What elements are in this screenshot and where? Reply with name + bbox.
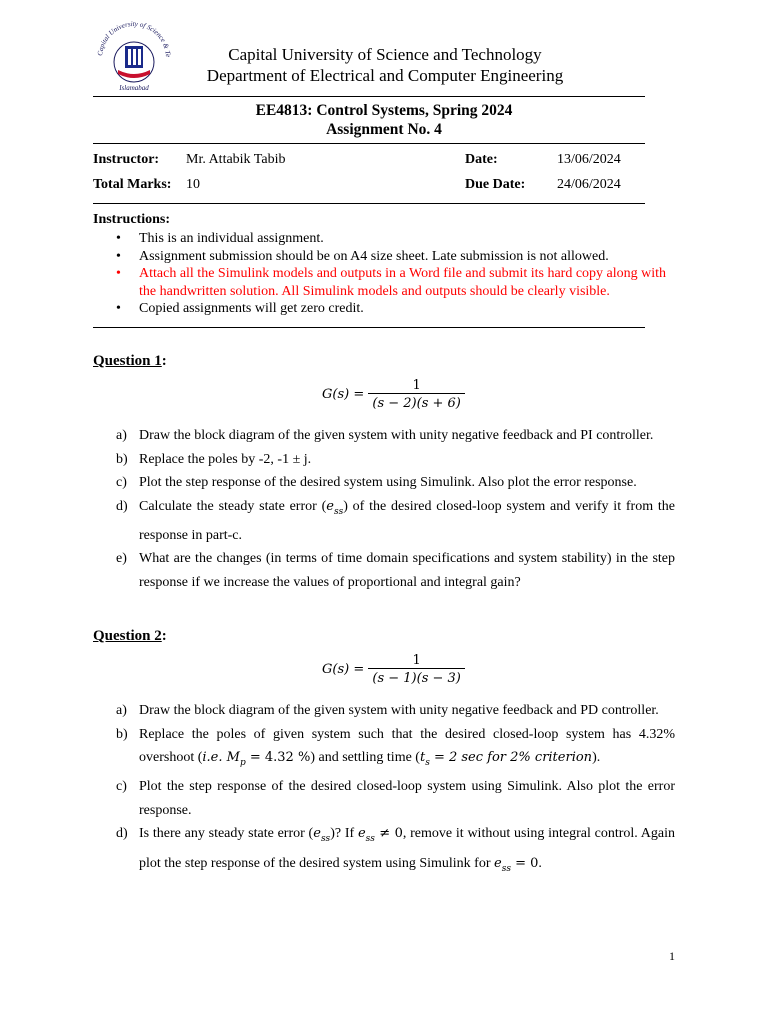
math-sub: ss	[320, 834, 331, 845]
math-mp: i.e. M	[202, 750, 240, 765]
instructor-value: Mr. Attabik Tabib	[186, 152, 286, 167]
divider	[93, 327, 645, 328]
math-e: e	[313, 826, 321, 842]
question-2-colon: :	[161, 628, 167, 644]
part-marker: c)	[116, 779, 127, 795]
part-text: Calculate the steady state error (	[139, 498, 327, 514]
question-part	[93, 547, 675, 594]
course-title: EE4813: Control Systems, Spring 2024	[255, 102, 513, 119]
math-ts: t	[419, 750, 426, 765]
question-1-equation	[322, 378, 465, 411]
equation-lhs: G(s) =	[322, 662, 365, 677]
instructor-label: Instructor:	[93, 152, 160, 167]
instruction-item: • Copied assignments will get zero credit.	[93, 300, 685, 318]
due-date-value: 24/06/2024	[557, 177, 621, 192]
part-marker: c)	[116, 475, 127, 490]
equation-fraction	[368, 378, 465, 411]
question-part	[93, 822, 675, 881]
math-value: = 0	[510, 855, 539, 871]
question-part	[93, 775, 675, 822]
department-name: Department of Electrical and Computer Engineering	[206, 66, 564, 85]
assignment-title: Assignment No. 4	[326, 121, 442, 138]
instruction-item: • Assignment submission should be on A4 size sheet. Late submission is not allowed.	[93, 248, 685, 266]
question-2-equation	[322, 653, 465, 686]
math-value: = 2 sec for 2% criterion	[429, 750, 593, 765]
svg-text:Capital University of Science: Capital University of Science & Te	[96, 19, 173, 58]
question-1-parts	[93, 424, 675, 594]
math-sub: ss	[501, 863, 511, 874]
equation-numerator: 1	[412, 653, 421, 668]
math-e: e	[494, 855, 502, 871]
question-part	[93, 471, 675, 495]
part-marker: e)	[116, 551, 127, 567]
page-number: 1	[669, 949, 675, 963]
question-2-title	[93, 628, 167, 645]
part-marker: b)	[116, 451, 128, 467]
equation-lhs: G(s) =	[322, 387, 365, 402]
math-sub: ss	[333, 506, 344, 517]
part-text: Is there any steady state error (	[139, 826, 314, 842]
part-text: , remove it without using integral control. Again plot the step response of the desired system using Simulink for	[139, 826, 676, 871]
svg-text:Islamabad: Islamabad	[119, 84, 149, 92]
part-marker: b)	[116, 726, 128, 742]
part-text: .	[538, 855, 542, 871]
question-1-colon: :	[161, 353, 167, 369]
math-sub: ss	[365, 834, 375, 845]
part-text: ) of the desired closed-loop system and verify it from the response in part-c.	[139, 498, 675, 543]
question-part	[93, 495, 675, 548]
part-text: Draw the block diagram of the given system with unity negative feedback and PI controller.	[139, 428, 654, 443]
due-date-label: Due Date:	[465, 177, 526, 192]
part-text: Replace the poles of given system such that the desired closed-loop system has 4.32% overshoot (	[139, 726, 675, 765]
question-part	[93, 723, 675, 776]
equation-numerator: 1	[412, 378, 421, 393]
part-text: Plot the step response of the desired system using Simulink. Also plot the error response.	[139, 475, 637, 490]
part-text: ) and settling time (	[310, 750, 420, 765]
divider	[93, 203, 645, 204]
divider	[93, 143, 645, 144]
math-sub: s	[425, 757, 430, 768]
question-1-title	[93, 353, 167, 370]
question-part	[93, 424, 675, 448]
math-e: e	[357, 826, 366, 842]
part-marker: d)	[116, 498, 128, 514]
math-value: = 4.32 %	[245, 750, 311, 765]
math-sub: p	[239, 757, 246, 768]
instructions-title: Instructions:	[93, 212, 171, 227]
part-marker: a)	[116, 428, 127, 443]
part-text: Plot the step response of the desired closed-loop system using Simulink. Also plot the error response.	[139, 779, 675, 818]
equation-denominator: (s − 2)(s + 6)	[368, 393, 465, 411]
date-label: Date:	[465, 152, 498, 167]
instructions-list	[93, 230, 685, 318]
part-text: Replace the poles by -2, -1 ± j.	[139, 451, 312, 467]
question-part	[93, 699, 675, 723]
university-logo	[92, 18, 176, 94]
question-1-label: Question 1	[93, 353, 162, 369]
part-text: ).	[592, 750, 601, 765]
math-e: e	[326, 498, 334, 514]
equation-denominator: (s − 1)(s − 3)	[368, 668, 465, 686]
instruction-item-highlighted: • Attach all the Simulink models and outputs in a Word file and submit its hard copy along with the handwritten solution. All Simulink models and outputs should be clearly visible.	[93, 265, 685, 300]
university-name: Capital University of Science and Technology	[228, 45, 542, 64]
divider	[93, 96, 645, 97]
part-marker: a)	[116, 703, 127, 718]
total-marks-value: 10	[186, 177, 200, 192]
date-value: 13/06/2024	[557, 152, 621, 167]
question-part	[93, 448, 675, 472]
question-2-parts	[93, 699, 675, 881]
question-2-label: Question 2	[93, 628, 162, 644]
part-text: )? If	[330, 826, 358, 842]
equation-fraction	[368, 653, 465, 686]
math-value: ≠ 0	[374, 826, 403, 842]
instruction-item: • This is an individual assignment.	[93, 230, 685, 248]
part-marker: d)	[116, 826, 128, 842]
total-marks-label: Total Marks:	[93, 177, 172, 192]
part-text: What are the changes (in terms of time domain specifications and system stability) in the step response if we increase the values of proportional and integral gain?	[139, 551, 675, 590]
part-text: Draw the block diagram of the given system with unity negative feedback and PD controller.	[139, 703, 659, 718]
